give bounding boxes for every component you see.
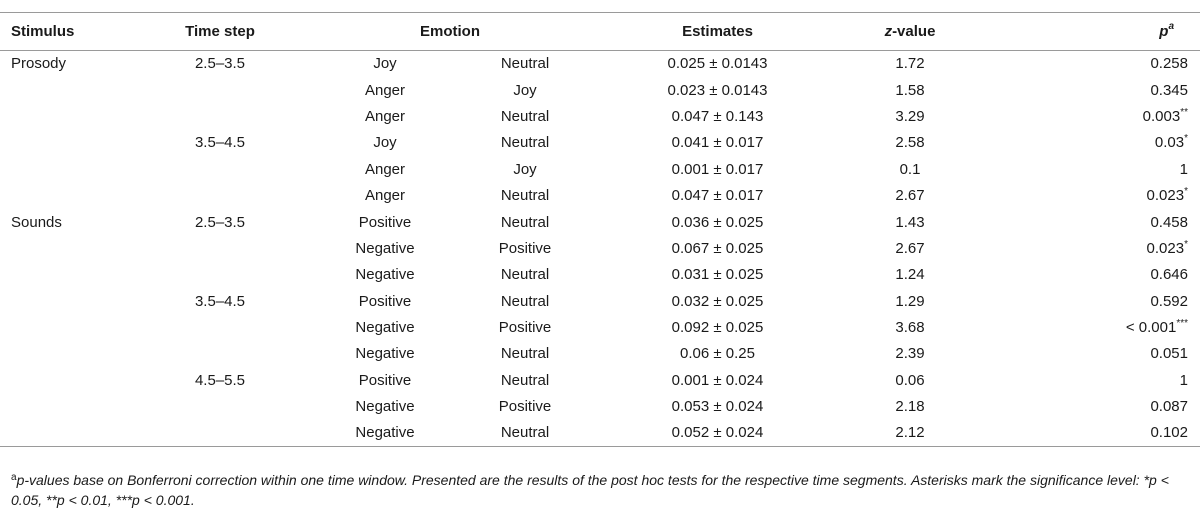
cell-emotion-a: Anger	[364, 187, 406, 205]
header-z-suffix: -value	[892, 23, 936, 40]
cell-emotion-b: Neutral	[500, 134, 550, 152]
table-row	[0, 77, 1200, 103]
footnote-text: p-values base on Bonferroni correction within one time window. Presented are the results of the post hoc tests for the respective time segments. Asterisks mark the significance level: *p < 0.05, **p < 0.01, ***p < 0.001.	[11, 472, 1169, 508]
cell-p-value	[975, 156, 1200, 182]
table-row	[0, 394, 1200, 420]
table-row	[0, 341, 1200, 367]
cell-p-value	[975, 209, 1200, 235]
cell-p-value	[975, 103, 1200, 129]
cell-emotion-b: Neutral	[500, 292, 550, 310]
cell-time-step	[130, 262, 310, 288]
cell-time-step: 3.5–4.5	[194, 292, 246, 310]
cell-stimulus	[0, 314, 130, 340]
header-emotion: Emotion	[310, 13, 590, 51]
cell-emotion-b: Joy	[513, 81, 537, 99]
table-row	[0, 182, 1200, 208]
table-body	[0, 51, 1200, 447]
cell-p-value	[975, 420, 1200, 446]
cell-z-value: 1.43	[895, 213, 925, 231]
cell-stimulus	[0, 156, 130, 182]
cell-p-value	[975, 288, 1200, 314]
cell-emotion-b: Neutral	[500, 266, 550, 284]
cell-estimate: 0.047 ± 0.017	[671, 187, 764, 205]
header-estimates: Estimates	[590, 13, 845, 51]
cell-emotion-b: Neutral	[500, 187, 550, 205]
p-value-text: 0.051	[1150, 345, 1188, 363]
cell-estimate: 0.067 ± 0.025	[671, 239, 764, 257]
table-row	[0, 420, 1200, 446]
cell-emotion-b: Positive	[498, 239, 552, 257]
p-value-text: < 0.001	[1125, 319, 1177, 337]
cell-z-value: 1.58	[895, 81, 925, 99]
cell-time-step	[130, 77, 310, 103]
cell-emotion-a: Positive	[358, 292, 412, 310]
cell-estimate: 0.092 ± 0.025	[671, 319, 764, 337]
cell-stimulus	[0, 341, 130, 367]
cell-time-step: 2.5–3.5	[194, 213, 246, 231]
table-row	[0, 262, 1200, 288]
cell-z-value: 0.06	[895, 371, 925, 389]
table-row	[0, 314, 1200, 340]
p-value-text: 1	[1179, 371, 1188, 389]
cell-estimate: 0.052 ± 0.024	[590, 420, 845, 446]
p-value-text: 0.023	[1146, 187, 1185, 205]
cell-stimulus	[0, 235, 130, 261]
header-row	[0, 13, 1200, 51]
cell-estimate: 0.031 ± 0.025	[671, 266, 764, 284]
cell-estimate: 0.023 ± 0.0143	[667, 81, 768, 99]
cell-emotion-b: Joy	[513, 160, 537, 178]
cell-emotion-a: Anger	[364, 81, 406, 99]
cell-z-value: 2.12	[845, 420, 975, 446]
cell-emotion-b: Positive	[498, 319, 552, 337]
header-time-step: Time step	[130, 13, 310, 51]
cell-emotion-a: Positive	[358, 371, 412, 389]
table-row	[0, 288, 1200, 314]
cell-emotion-a: Anger	[364, 160, 406, 178]
cell-emotion-a: Negative	[355, 319, 415, 337]
cell-stimulus	[0, 262, 130, 288]
header-z-value	[845, 13, 975, 51]
cell-z-value: 1.29	[895, 292, 925, 310]
header-p-footnote-mark: a	[1168, 21, 1174, 32]
table-row	[0, 51, 1200, 77]
cell-emotion-a: Positive	[358, 213, 412, 231]
cell-emotion-b: Neutral	[460, 420, 590, 446]
cell-time-step	[130, 182, 310, 208]
cell-p-value	[975, 77, 1200, 103]
cell-time-step	[130, 394, 310, 420]
p-value-text: 0.592	[1150, 292, 1188, 310]
cell-emotion-b: Neutral	[500, 107, 550, 125]
table-row	[0, 103, 1200, 129]
p-value-text: 0.102	[1150, 424, 1188, 442]
cell-p-value	[975, 235, 1200, 261]
cell-emotion-a: Negative	[355, 345, 415, 363]
p-value-text: 1	[1179, 160, 1188, 178]
cell-stimulus	[0, 130, 130, 156]
cell-time-step	[130, 341, 310, 367]
cell-emotion-a: Joy	[373, 134, 397, 152]
cell-p-value	[975, 314, 1200, 340]
cell-estimate: 0.041 ± 0.017	[671, 134, 764, 152]
cell-estimate: 0.053 ± 0.024	[671, 398, 764, 416]
cell-z-value: 2.39	[895, 345, 925, 363]
header-p	[975, 13, 1200, 51]
footnote-mark: a	[11, 472, 17, 483]
cell-stimulus	[0, 77, 130, 103]
cell-z-value: 2.67	[895, 239, 925, 257]
significance-stars: **	[1180, 106, 1188, 118]
header-p-letter: p	[1159, 23, 1169, 40]
p-value-text: 0.087	[1150, 398, 1188, 416]
p-value-text: 0.03	[1154, 134, 1185, 152]
cell-z-value: 2.58	[895, 134, 925, 152]
cell-time-step: 3.5–4.5	[194, 134, 246, 152]
cell-estimate: 0.032 ± 0.025	[671, 292, 764, 310]
cell-stimulus	[0, 288, 130, 314]
cell-time-step	[130, 314, 310, 340]
cell-p-value	[975, 182, 1200, 208]
cell-emotion-a: Negative	[355, 266, 415, 284]
cell-z-value: 2.67	[895, 187, 925, 205]
cell-estimate: 0.001 ± 0.024	[671, 371, 764, 389]
cell-time-step: 4.5–5.5	[194, 371, 246, 389]
p-value-text: 0.458	[1150, 213, 1188, 231]
header-z-letter: z	[884, 23, 893, 40]
table-row	[0, 130, 1200, 156]
cell-stimulus: Sounds	[11, 213, 62, 231]
p-value-text: 0.258	[1150, 55, 1188, 73]
cell-z-value: 1.24	[895, 266, 925, 284]
significance-stars: *	[1184, 238, 1188, 250]
cell-stimulus: Prosody	[11, 55, 67, 73]
cell-time-step	[130, 156, 310, 182]
cell-emotion-a: Negative	[355, 398, 415, 416]
cell-z-value: 1.72	[895, 55, 925, 73]
p-value-text: 0.003	[1142, 107, 1181, 125]
cell-estimate: 0.025 ± 0.0143	[667, 55, 768, 73]
cell-z-value: 0.1	[899, 160, 921, 178]
significance-stars: ***	[1176, 318, 1188, 330]
p-value-text: 0.023	[1146, 239, 1185, 257]
cell-emotion-a: Joy	[373, 55, 397, 73]
table-row	[0, 367, 1200, 393]
cell-z-value: 3.68	[895, 319, 925, 337]
cell-z-value: 2.18	[895, 398, 925, 416]
cell-stimulus	[0, 420, 130, 446]
significance-stars: *	[1184, 133, 1188, 145]
p-value-text: 0.646	[1150, 266, 1188, 284]
p-value-text: 0.345	[1150, 81, 1188, 99]
cell-emotion-a: Negative	[355, 239, 415, 257]
cell-p-value	[975, 341, 1200, 367]
cell-emotion-b: Neutral	[500, 55, 550, 73]
significance-stars: *	[1184, 186, 1188, 198]
cell-stimulus	[0, 367, 130, 393]
header-stimulus: Stimulus	[0, 13, 130, 51]
cell-p-value	[975, 262, 1200, 288]
cell-estimate: 0.047 ± 0.143	[671, 107, 764, 125]
cell-p-value	[975, 51, 1200, 77]
cell-estimate: 0.001 ± 0.017	[671, 160, 764, 178]
cell-stimulus	[0, 394, 130, 420]
cell-emotion-a: Negative	[310, 420, 460, 446]
cell-emotion-b: Neutral	[500, 371, 550, 389]
cell-estimate: 0.036 ± 0.025	[671, 213, 764, 231]
cell-estimate: 0.06 ± 0.25	[680, 345, 755, 363]
table-row	[0, 235, 1200, 261]
cell-time-step	[130, 235, 310, 261]
table-row	[0, 209, 1200, 235]
table-footnote	[11, 470, 1191, 510]
cell-stimulus	[0, 103, 130, 129]
cell-emotion-a: Anger	[364, 107, 406, 125]
table-row	[0, 156, 1200, 182]
cell-time-step	[130, 420, 310, 446]
cell-emotion-b: Positive	[498, 398, 552, 416]
cell-time-step: 2.5–3.5	[194, 55, 246, 73]
cell-z-value: 3.29	[895, 107, 925, 125]
cell-time-step	[130, 103, 310, 129]
cell-p-value	[975, 367, 1200, 393]
cell-emotion-b: Neutral	[500, 213, 550, 231]
post-hoc-results-table	[0, 12, 1200, 447]
cell-emotion-b: Neutral	[500, 345, 550, 363]
cell-stimulus	[0, 182, 130, 208]
cell-p-value	[975, 394, 1200, 420]
cell-p-value	[975, 130, 1200, 156]
